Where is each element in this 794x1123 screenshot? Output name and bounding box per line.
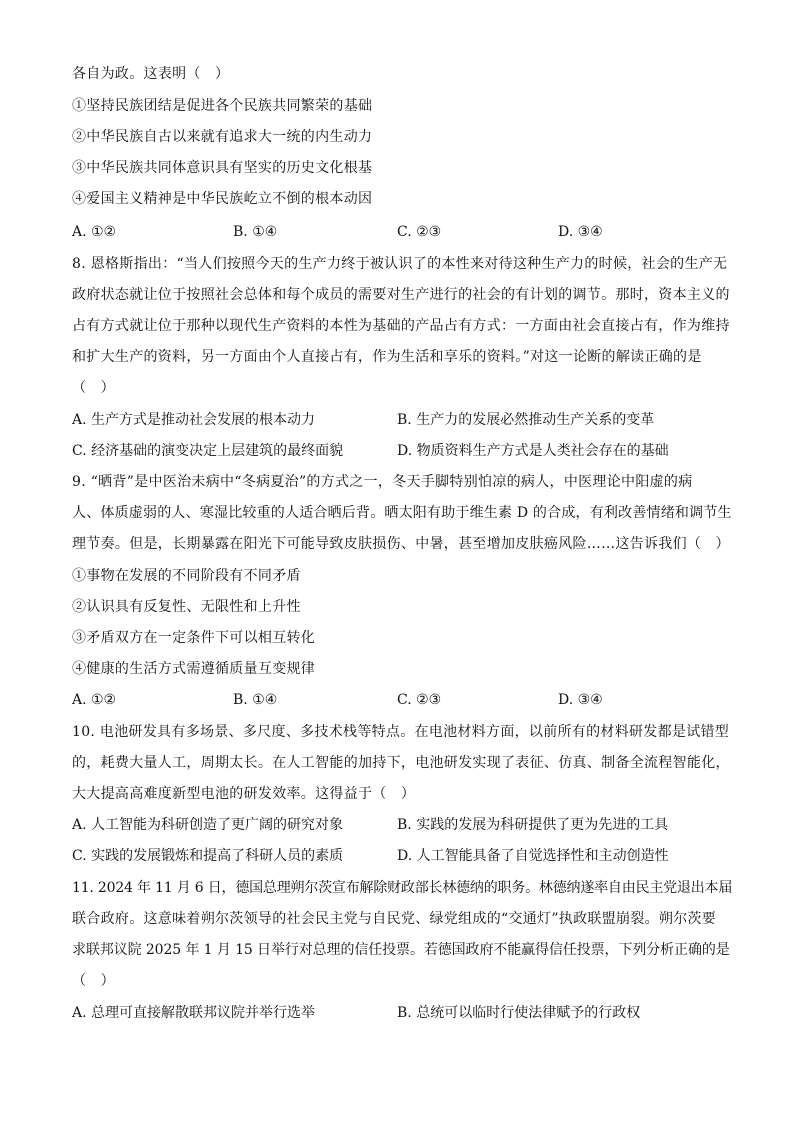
q9-option-b: B. ①④	[233, 692, 278, 708]
q7-options	[72, 222, 732, 242]
q8-stem-line-1: 8. 恩格斯指出：“当人们按照今天的生产力终于被认识了的本性来对待这种生产力的时候，社会的生产无	[72, 256, 728, 272]
q9-statement-2: ②认识具有反复性、无限性和上升性	[72, 599, 301, 615]
q10-stem-line-3: 大大提高高难度新型电池的研发效率。这得益于（ ）	[72, 786, 416, 802]
q7-statement-3: ③中华民族共同体意识具有坚实的历史文化根基	[72, 160, 373, 176]
q10-option-a: A. 人工智能为科研创造了更广阔的研究对象	[72, 817, 344, 833]
q8-option-d: D. 物质资料生产方式是人类社会存在的基础	[397, 443, 669, 459]
q11-options-row-1	[72, 1003, 732, 1023]
q8-stem-line-2: 政府状态就让位于按照社会总体和每个成员的需要对生产进行的社会的有计划的调节。那时，资本主义的	[72, 287, 730, 303]
q9-stem-line-3: 理节奏。但是，长期暴露在阳光下可能导致皮肤损伤、中暑，甚至增加皮肤癌风险……这告诉我们（ ）	[72, 536, 730, 552]
q8-options-row-2	[72, 441, 732, 461]
q7-stem-tail: 各自为政。这表明（ ）	[72, 66, 230, 82]
q8-options-row-1	[72, 410, 732, 430]
q10-option-b: B. 实践的发展为科研提供了更为先进的工具	[397, 817, 669, 833]
q10-options-row-1	[72, 815, 732, 835]
q10-option-d: D. 人工智能具备了自觉选择性和主动创造性	[397, 848, 669, 864]
q11-answer-blank: （ ）	[72, 973, 115, 989]
q9-option-a: A. ①②	[72, 692, 117, 708]
q10-stem-line-2: 的，耗费大量人工，周期太长。在人工智能的加持下，电池研发实现了表征、仿真、制备全流程智能化，	[72, 755, 730, 771]
q7-statement-4: ④爱国主义精神是中华民族屹立不倒的根本动因	[72, 191, 373, 207]
q8-option-c: C. 经济基础的演变决定上层建筑的最终面貌	[72, 443, 344, 459]
q11-stem-line-1: 11. 2024 年 11 月 6 日，德国总理朔尔茨宣布解除财政部长林德纳的职务。林德纳遂率自由民主党退出本届	[72, 880, 733, 896]
q7-option-b: B. ①④	[233, 224, 278, 240]
q7-statement-2: ②中华民族自古以来就有追求大一统的内生动力	[72, 129, 373, 145]
q10-stem-line-1: 10. 电池研发具有多场景、多尺度、多技术栈等特点。在电池材料方面，以前所有的材料研发都是试错型	[72, 724, 730, 740]
q11-option-b: B. 总统可以临时行使法律赋予的行政权	[397, 1005, 641, 1021]
q7-statement-1: ①坚持民族团结是促进各个民族共同繁荣的基础	[72, 98, 373, 114]
q8-stem-line-4: 和扩大生产的资料，另一方面由个人直接占有，作为生活和享乐的资料。”对这一论断的解读正确的是	[72, 349, 702, 365]
q11-stem-line-2: 联合政府。这意味着朔尔茨领导的社会民主党与自民党、绿党组成的“交通灯”执政联盟崩裂。朔尔茨要	[72, 911, 717, 927]
q9-statement-4: ④健康的生活方式需遵循质量互变规律	[72, 661, 316, 677]
q7-option-d: D. ③④	[558, 224, 603, 240]
q9-statement-1: ①事物在发展的不同阶段有不同矛盾	[72, 568, 301, 584]
q8-answer-blank: （ ）	[72, 380, 115, 396]
q9-stem-line-1: 9. “晒背”是中医治未病中“冬病夏治”的方式之一，冬天手脚特别怕凉的病人，中医理论中阳虚的病	[72, 474, 693, 490]
q10-options-row-2	[72, 846, 732, 866]
q11-option-a: A. 总理可直接解散联邦议院并举行选举	[72, 1005, 316, 1021]
q8-stem-line-3: 占有方式就让位于那种以现代生产资料的本性为基础的产品占有方式：一方面由社会直接占有，作为维持	[72, 318, 730, 334]
q7-option-c: C. ②③	[397, 224, 442, 240]
q9-option-d: D. ③④	[558, 692, 603, 708]
q8-option-a: A. 生产方式是推动社会发展的根本动力	[72, 412, 316, 428]
q8-option-b: B. 生产力的发展必然推动生产关系的变革	[397, 412, 655, 428]
q9-stem-line-2: 人、体质虚弱的人、寒湿比较重的人适合晒后背。晒太阳有助于维生素 D 的合成，有利改善情绪和调节生	[72, 505, 732, 521]
q9-options	[72, 690, 732, 710]
q11-stem-line-3: 求联邦议院 2025 年 1 月 15 日举行对总理的信任投票。若德国政府不能赢得信任投票，下列分析正确的是	[72, 942, 730, 958]
q9-statement-3: ③矛盾双方在一定条件下可以相互转化	[72, 630, 316, 646]
q7-option-a: A. ①②	[72, 224, 117, 240]
q10-option-c: C. 实践的发展锻炼和提高了科研人员的素质	[72, 848, 344, 864]
q9-option-c: C. ②③	[397, 692, 442, 708]
